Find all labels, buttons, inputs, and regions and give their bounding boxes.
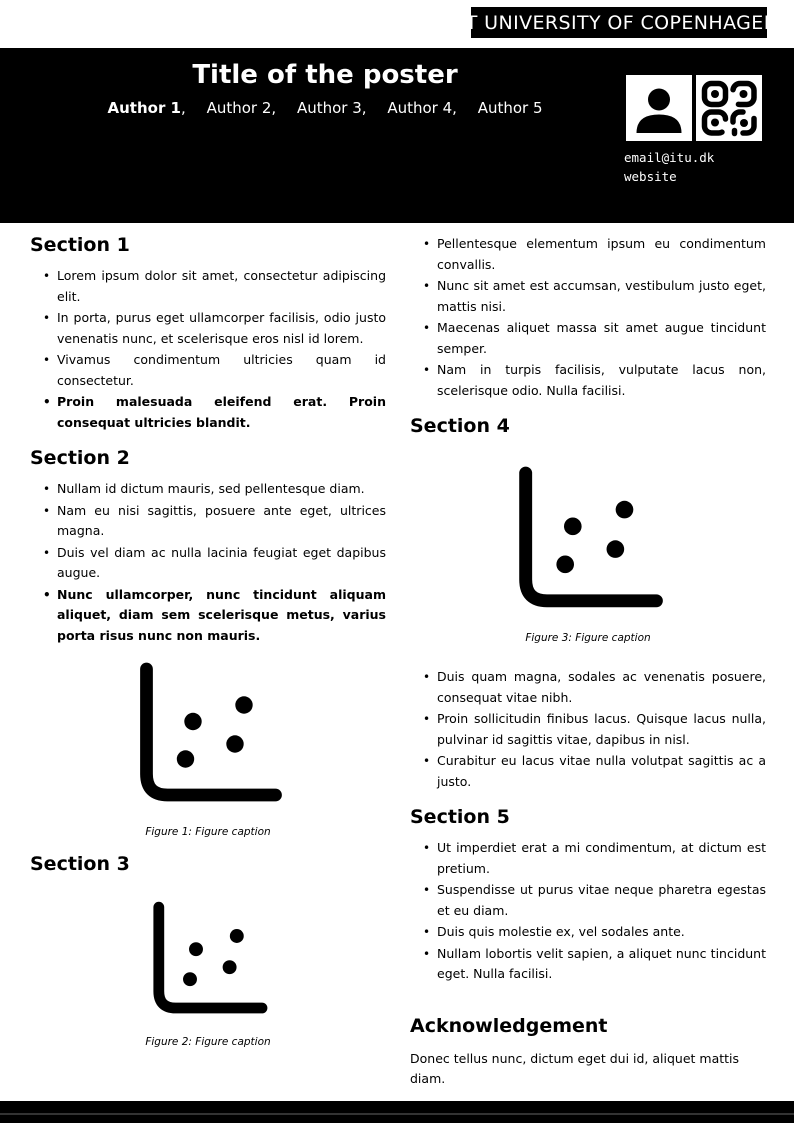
list-item: • In porta, purus eget ullamcorper facilisis, odio justo venenatis nunc, et scelerisque eros nisl id lorem. bbox=[30, 308, 386, 349]
university-logo-banner bbox=[459, 7, 779, 38]
list-item: • Ut imperdiet erat a mi condimentum, at dictum est pretium. bbox=[410, 838, 766, 879]
title-block bbox=[0, 58, 650, 121]
list-item: • Proin malesuada eleifend erat. Proin consequat ultricies blandit. bbox=[30, 392, 386, 433]
acknowledgement-heading: Acknowledgement bbox=[410, 1014, 608, 1037]
author-separator: , bbox=[181, 99, 186, 117]
author-separator: , bbox=[452, 99, 457, 117]
author-name: Author 3 bbox=[296, 99, 362, 117]
author-separator: , bbox=[271, 99, 277, 117]
section-2-heading: Section 2 bbox=[30, 447, 130, 469]
contact-links bbox=[624, 148, 714, 186]
list-item: • Curabitur eu lacus vitae nulla volutpat sagittis ac a justo. bbox=[410, 751, 766, 792]
list-item: • Nunc sit amet est accumsan, vestibulum justo eget, mattis nisi. bbox=[410, 276, 766, 317]
section-1-heading: Section 1 bbox=[30, 234, 130, 256]
author-name: Author 4 bbox=[387, 99, 453, 117]
scatter-plot-placeholder-icon bbox=[132, 660, 284, 810]
list-item: • Nam in turpis facilisis, vulputate lacus non, scelerisque odio. Nulla facilisi. bbox=[410, 360, 766, 401]
list-item: • Duis quam magna, sodales ac venenatis posuere, consequat vitae nibh. bbox=[410, 667, 766, 708]
author-name: Author 5 bbox=[477, 99, 543, 117]
authors-line bbox=[0, 95, 650, 121]
university-logo-text: IT UNIVERSITY OF COPENHAGEN bbox=[459, 11, 779, 34]
list-item: • Duis quis molestie ex, vel sodales ante. bbox=[410, 922, 766, 943]
figure-1 bbox=[30, 660, 386, 839]
list-item: • Suspendisse ut purus vitae neque pharetra egestas et eu diam. bbox=[410, 880, 766, 921]
section-2-list bbox=[30, 479, 386, 646]
list-item: • Lorem ipsum dolor sit amet, consectetur adipiscing elit. bbox=[30, 266, 386, 307]
figure-caption: Figure 3: Figure caption bbox=[525, 632, 651, 644]
contact-website-link[interactable]: website bbox=[624, 169, 677, 184]
right-column bbox=[410, 234, 766, 1089]
author-separator: , bbox=[361, 99, 367, 117]
list-item: • Maecenas aliquet massa sit amet augue tincidunt semper. bbox=[410, 318, 766, 359]
section-1-list bbox=[30, 266, 386, 433]
person-icon bbox=[626, 75, 692, 141]
poster-title: Title of the poster bbox=[192, 60, 458, 90]
scatter-plot-placeholder-icon bbox=[147, 900, 269, 1020]
section-4-heading: Section 4 bbox=[410, 415, 510, 437]
poster-header bbox=[0, 48, 794, 223]
section-3-heading: Section 3 bbox=[30, 853, 130, 875]
qr-code-image bbox=[696, 75, 762, 141]
profile-photo-placeholder bbox=[626, 75, 692, 141]
list-item: • Nullam lobortis velit sapien, a aliquet nunc tincidunt eget. Nulla facilisi. bbox=[410, 944, 766, 985]
figure-3 bbox=[410, 464, 766, 645]
footer-bar bbox=[0, 1101, 794, 1123]
section-5-heading: Section 5 bbox=[410, 806, 510, 828]
contact-email-link[interactable]: email@itu.dk bbox=[624, 150, 715, 165]
list-item: • Proin sollicitudin finibus lacus. Quisque lacus nulla, pulvinar id sagittis vitae, dapibus in nisl. bbox=[410, 709, 766, 750]
continued-list bbox=[410, 234, 766, 401]
section-5-list bbox=[410, 838, 766, 985]
qr-code-icon bbox=[696, 75, 762, 141]
list-item: • Nunc ullamcorper, nunc tincidunt aliquam aliquet, diam sem scelerisque metus, varius porta risus nunc non mauris. bbox=[30, 585, 386, 647]
acknowledgement-text: Donec tellus nunc, dictum eget dui id, aliquet mattis diam. bbox=[410, 1050, 740, 1086]
list-item: • Nullam id dictum mauris, sed pellentesque diam. bbox=[30, 479, 386, 500]
figure-caption: Figure 2: Figure caption bbox=[145, 1036, 271, 1048]
list-item: • Vivamus condimentum ultricies quam id consectetur. bbox=[30, 350, 386, 391]
list-item: • Duis vel diam ac nulla lacinia feugiat eget dapibus augue. bbox=[30, 543, 386, 584]
left-column bbox=[30, 234, 386, 1049]
list-item: • Nam eu nisi sagittis, posuere ante eget, ultrices magna. bbox=[30, 501, 386, 542]
scatter-plot-placeholder-icon bbox=[511, 464, 665, 616]
figure-2 bbox=[30, 900, 386, 1049]
author-name: Author 2 bbox=[206, 99, 272, 117]
footer-divider bbox=[0, 1113, 794, 1115]
author-name: Author 1 bbox=[107, 99, 181, 117]
figure-caption: Figure 1: Figure caption bbox=[145, 826, 271, 838]
list-item: • Pellentesque elementum ipsum eu condimentum convallis. bbox=[410, 234, 766, 275]
section-4-list bbox=[410, 667, 766, 792]
